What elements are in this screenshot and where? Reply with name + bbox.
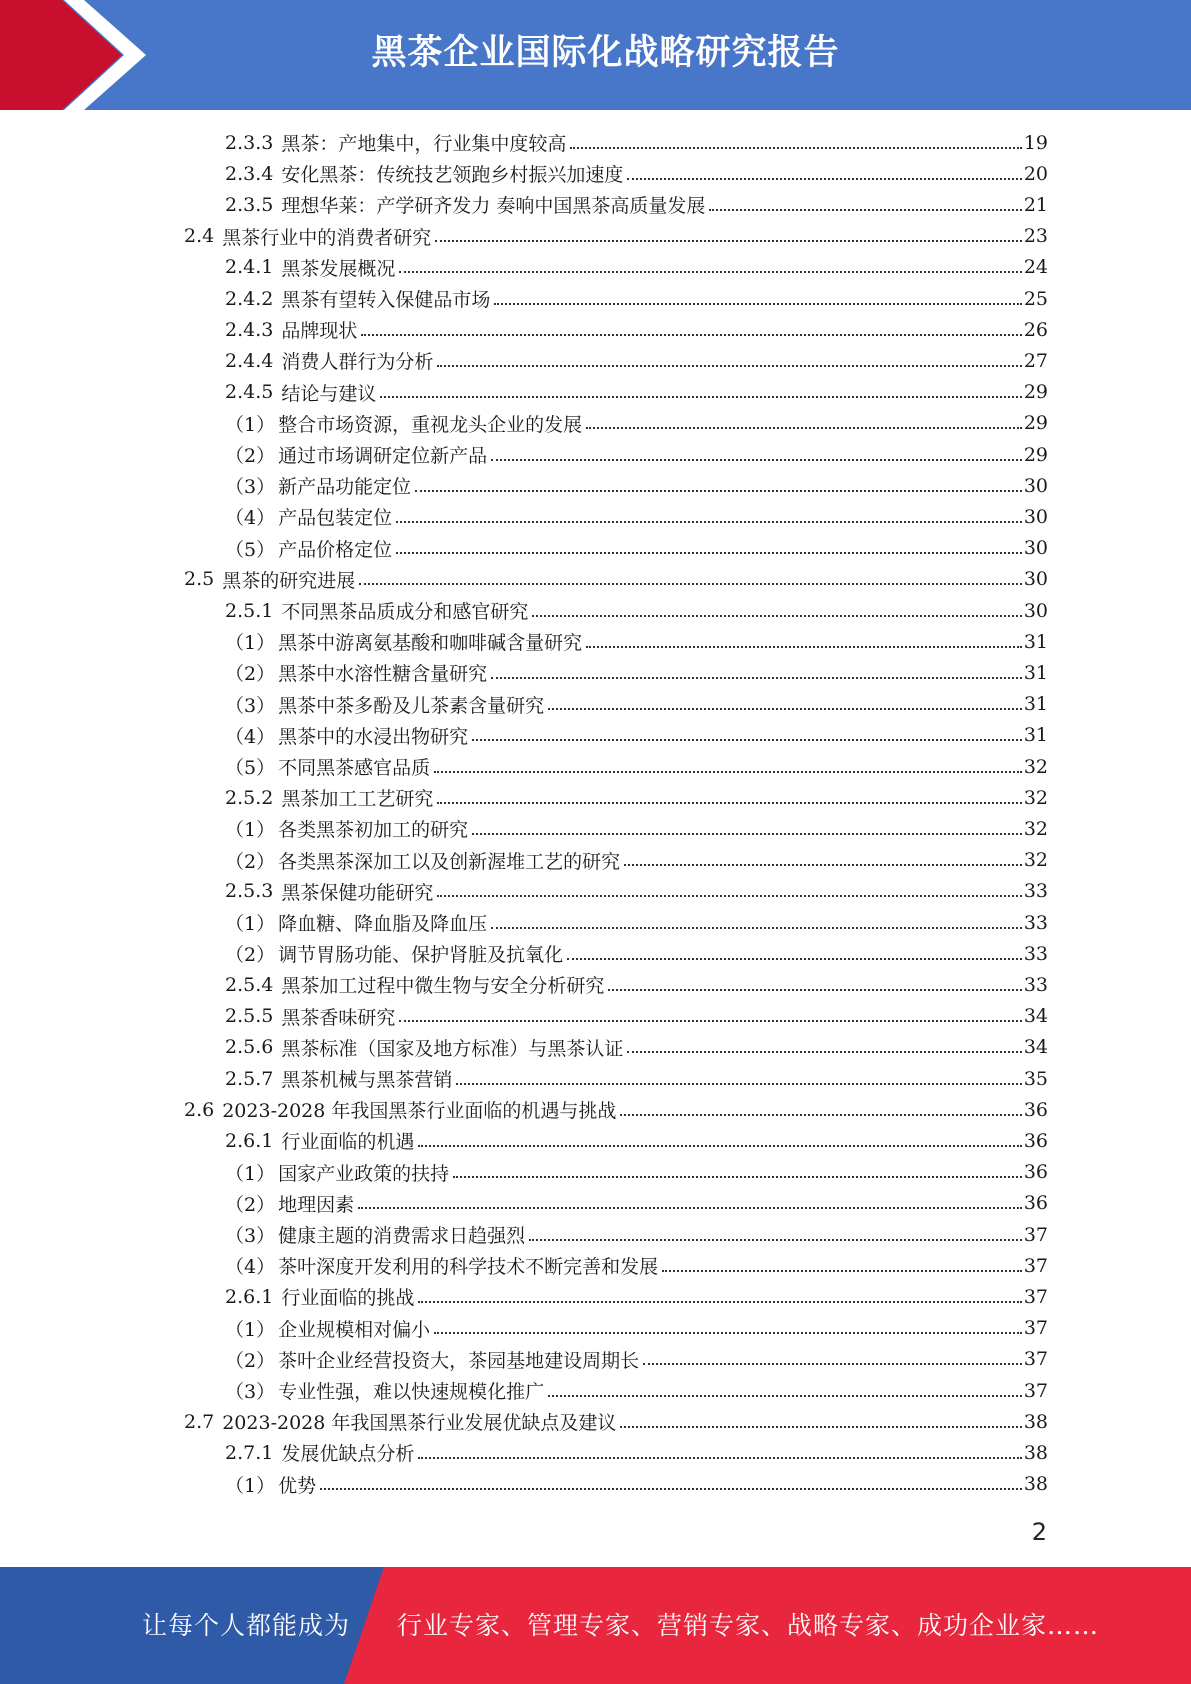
toc-dot-leader [380, 396, 1021, 398]
toc-entry[interactable] [225, 938, 1048, 969]
toc-entry-title: 黑茶的研究进展 [222, 569, 356, 592]
toc-entry-number: 2.5.5 [225, 1005, 274, 1028]
toc-entry-number: 2.4.1 [225, 256, 274, 279]
toc-entry-title: 2023-2028 年我国黑茶行业面临的机遇与挑战 [222, 1100, 617, 1123]
toc-entry-title: 黑茶中的水浸出物研究 [278, 725, 469, 748]
toc-dot-leader [620, 1114, 1021, 1116]
toc-entry-title: 黑茶：产地集中，行业集中度较高 [281, 133, 567, 156]
toc-entry-title: 不同黑茶品质成分和感官研究 [281, 601, 529, 624]
toc-dot-leader [529, 1239, 1022, 1241]
toc-dot-leader [472, 739, 1022, 741]
toc-entry[interactable] [225, 158, 1048, 189]
toc-entry-title: 降血糖、降血脂及降血压 [278, 913, 488, 936]
toc-entry-page: 33 [1023, 973, 1048, 996]
toc-dot-leader [548, 708, 1022, 710]
toc-entry-title: 行业面临的机遇 [281, 1131, 415, 1154]
toc-dot-leader [624, 864, 1022, 866]
toc-entry-number: （2） [225, 944, 276, 967]
toc-dot-leader [643, 1363, 1022, 1365]
toc-entry-number: 2.6.1 [225, 1285, 274, 1308]
toc-dot-leader [494, 303, 1021, 305]
toc-entry-page: 20 [1023, 162, 1048, 185]
toc-dot-leader [437, 365, 1021, 367]
toc-entry[interactable] [225, 345, 1048, 376]
toc-dot-leader [548, 1395, 1022, 1397]
toc-entry-page: 27 [1023, 349, 1048, 372]
toc-entry[interactable] [225, 470, 1048, 501]
toc-entry-number: 2.3.5 [225, 193, 274, 216]
toc-entry-title: 新产品功能定位 [278, 476, 412, 499]
toc-entry-title: 国家产业政策的扶持 [278, 1162, 450, 1185]
toc-dot-leader [627, 178, 1021, 180]
toc-entry-number: （2） [225, 1349, 276, 1372]
toc-entry[interactable] [225, 876, 1048, 907]
toc-entry-page: 24 [1023, 256, 1048, 279]
toc-dot-leader [620, 1426, 1021, 1428]
toc-entry[interactable] [225, 127, 1048, 158]
toc-entry-number: （1） [225, 1162, 276, 1185]
toc-entry-page: 36 [1023, 1098, 1048, 1121]
toc-entry[interactable] [225, 1469, 1048, 1500]
toc-dot-leader [453, 1176, 1022, 1178]
toc-entry[interactable] [225, 283, 1048, 314]
footer-slogan-left: 让每个人都能成为 [142, 1611, 351, 1640]
toc-entry[interactable] [225, 1437, 1048, 1468]
toc-entry-title: 理想华莱：产学研齐发力 奏响中国黑茶高质量发展 [281, 195, 706, 218]
toc-entry-title: 茶叶深度开发利用的科学技术不断完善和发展 [278, 1256, 659, 1279]
toc-entry-page: 31 [1023, 724, 1048, 747]
toc-entry-page: 29 [1023, 381, 1048, 404]
toc-entry-number: （1） [225, 819, 276, 842]
toc-dot-leader [627, 1051, 1021, 1053]
toc-entry-page: 30 [1023, 505, 1048, 528]
report-title: 黑茶企业国际化战略研究报告 [371, 33, 840, 73]
toc-entry-title: 黑茶中茶多酚及儿茶素含量研究 [278, 694, 545, 717]
toc-entry-page: 32 [1023, 817, 1048, 840]
toc-entry[interactable] [225, 782, 1048, 813]
toc-entry-title: 黑茶行业中的消费者研究 [222, 226, 432, 249]
toc-dot-leader [491, 927, 1022, 929]
toc-entry-title: 不同黑茶感官品质 [278, 757, 431, 780]
toc-entry-number: （1） [225, 913, 276, 936]
toc-entry-page: 30 [1023, 599, 1048, 622]
toc-entry-page: 36 [1023, 1192, 1048, 1215]
toc-entry-page: 37 [1023, 1285, 1048, 1308]
toc-entry-number: （2） [225, 663, 276, 686]
toc-entry-number: 2.3.3 [225, 131, 274, 154]
toc-entry-page: 37 [1023, 1254, 1048, 1277]
toc-entry[interactable] [225, 1344, 1048, 1375]
toc-entry-page: 37 [1023, 1348, 1048, 1371]
toc-entry-number: 2.4.3 [225, 318, 274, 341]
toc-entry[interactable] [225, 377, 1048, 408]
toc-entry-page: 32 [1023, 755, 1048, 778]
toc-dot-leader [437, 895, 1021, 897]
toc-entry-number: （5） [225, 757, 276, 780]
toc-dot-leader [358, 1207, 1022, 1209]
toc-entry-title: 调节胃肠功能、保护肾脏及抗氧化 [278, 944, 564, 967]
toc-entry-number: 2.5.1 [225, 599, 274, 622]
toc-entry-number: （2） [225, 1193, 276, 1216]
footer-slogan-right: 行业专家、管理专家、营销专家、战略专家、成功企业家…… [397, 1611, 1100, 1640]
toc-dot-leader [434, 1332, 1022, 1334]
toc-entry-title: 黑茶机械与黑茶营销 [281, 1069, 453, 1092]
toc-entry[interactable] [225, 845, 1048, 876]
toc-dot-leader [570, 147, 1021, 149]
toc-entry-title: 消费人群行为分析 [281, 351, 434, 374]
toc-entry-number: 2.5.6 [225, 1036, 274, 1059]
toc-entry-title: 黑茶香味研究 [281, 1006, 396, 1029]
toc-entry-number: （1） [225, 632, 276, 655]
toc-entry[interactable] [184, 221, 1048, 252]
toc-entry-number: （4） [225, 725, 276, 748]
toc-entry-page: 33 [1023, 942, 1048, 965]
toc-entry[interactable] [184, 564, 1048, 595]
page-footer [0, 1567, 1191, 1684]
toc-dot-leader [320, 1488, 1022, 1490]
toc-entry[interactable] [225, 1001, 1048, 1032]
toc-entry-number: 2.4 [184, 225, 215, 248]
toc-entry-page: 30 [1023, 474, 1048, 497]
toc-entry[interactable] [225, 252, 1048, 283]
toc-entry-title: 黑茶发展概况 [281, 257, 396, 280]
toc-entry[interactable] [225, 314, 1048, 345]
toc-entry-title: 各类黑茶深加工以及创新渥堆工艺的研究 [278, 850, 621, 873]
toc-entry[interactable] [184, 1406, 1048, 1437]
toc-dot-leader [491, 459, 1022, 461]
toc-dot-leader [415, 490, 1022, 492]
toc-entry[interactable] [225, 408, 1048, 439]
toc-entry[interactable] [225, 533, 1048, 564]
toc-entry-number: 2.5.2 [225, 786, 274, 809]
toc-entry-page: 38 [1023, 1441, 1048, 1464]
toc-entry[interactable] [225, 626, 1048, 657]
toc-entry-page: 34 [1023, 1036, 1048, 1059]
toc-entry-page: 19 [1023, 131, 1048, 154]
toc-dot-leader [361, 334, 1021, 336]
toc-entry[interactable] [225, 439, 1048, 470]
toc-entry-number: （1） [225, 1318, 276, 1341]
toc-entry-page: 37 [1023, 1223, 1048, 1246]
toc-entry-title: 企业规模相对偏小 [278, 1318, 431, 1341]
toc-entry-number: 2.4.2 [225, 287, 274, 310]
toc-entry-number: （3） [225, 476, 276, 499]
toc-entry-number: （3） [225, 694, 276, 717]
toc-entry[interactable] [225, 1250, 1048, 1281]
toc-entry-title: 黑茶加工过程中微生物与安全分析研究 [281, 975, 605, 998]
toc-entry-title: 黑茶加工工艺研究 [281, 788, 434, 811]
toc-entry-title: 黑茶有望转入保健品市场 [281, 289, 491, 312]
toc-entry-page: 31 [1023, 693, 1048, 716]
toc-entry-page: 23 [1023, 225, 1048, 248]
toc-entry[interactable] [225, 1313, 1048, 1344]
toc-entry-number: 2.4.4 [225, 349, 274, 372]
toc-entry-page: 29 [1023, 443, 1048, 466]
toc-entry-page: 34 [1023, 1005, 1048, 1028]
toc-entry-page: 33 [1023, 880, 1048, 903]
toc-entry-title: 整合市场资源，重视龙头企业的发展 [278, 413, 583, 436]
toc-entry-title: 各类黑茶初加工的研究 [278, 819, 469, 842]
toc-entry[interactable] [225, 689, 1048, 720]
toc-entry-title: 品牌现状 [281, 320, 358, 343]
toc-entry-number: 2.6.1 [225, 1129, 274, 1152]
toc-entry-title: 安化黑茶：传统技艺领跑乡村振兴加速度 [281, 164, 624, 187]
toc-dot-leader [567, 958, 1022, 960]
toc-dot-leader [586, 646, 1022, 648]
toc-entry-number: 2.3.4 [225, 162, 274, 185]
toc-entry-number: （5） [225, 538, 276, 561]
toc-entry[interactable] [225, 501, 1048, 532]
toc-entry-number: 2.6 [184, 1098, 215, 1121]
toc-entry-page: 30 [1023, 537, 1048, 560]
toc-entry-title: 黑茶中游离氨基酸和咖啡碱含量研究 [278, 632, 583, 655]
toc-entry-title: 茶叶企业经营投资大，茶园基地建设周期长 [278, 1349, 640, 1372]
toc-entry-title: 优势 [278, 1474, 317, 1497]
toc-dot-leader [472, 833, 1022, 835]
toc-entry-title: 产品价格定位 [278, 538, 393, 561]
toc-dot-leader [399, 1020, 1021, 1022]
toc-entry[interactable] [225, 1219, 1048, 1250]
toc-dot-leader [399, 271, 1021, 273]
toc-entry-number: （2） [225, 850, 276, 873]
toc-entry-number: （1） [225, 1474, 276, 1497]
toc-entry[interactable] [225, 720, 1048, 751]
toc-entry[interactable] [225, 1281, 1048, 1312]
toc-entry-page: 25 [1023, 287, 1048, 310]
toc-entry-title: 地理因素 [278, 1193, 355, 1216]
toc-entry-page: 31 [1023, 661, 1048, 684]
toc-dot-leader [586, 427, 1022, 429]
toc-entry-page: 36 [1023, 1129, 1048, 1152]
toc-entry[interactable] [225, 1188, 1048, 1219]
toc-entry-title: 行业面临的挑战 [281, 1287, 415, 1310]
toc-dot-leader [456, 1083, 1021, 1085]
toc-entry-title: 通过市场调研定位新产品 [278, 445, 488, 468]
toc-dot-leader [608, 989, 1021, 991]
toc-entry-title: 结论与建议 [281, 382, 377, 405]
toc-entry-page: 31 [1023, 630, 1048, 653]
toc-entry-page: 32 [1023, 786, 1048, 809]
toc-entry-number: （3） [225, 1381, 276, 1404]
toc-entry-page: 37 [1023, 1317, 1048, 1340]
toc-entry[interactable] [225, 1032, 1048, 1063]
toc-entry-number: 2.5.4 [225, 973, 274, 996]
toc-dot-leader [359, 583, 1022, 585]
toc-entry-title: 黑茶标准（国家及地方标准）与黑茶认证 [281, 1037, 624, 1060]
toc-entry[interactable] [184, 1094, 1048, 1125]
toc-dot-leader [491, 677, 1022, 679]
toc-entry[interactable] [225, 969, 1048, 1000]
toc-entry-title: 产品包装定位 [278, 507, 393, 530]
toc-entry-number: （2） [225, 445, 276, 468]
toc-entry-number: （1） [225, 413, 276, 436]
toc-dot-leader [396, 521, 1022, 523]
toc-entry-number: 2.5.3 [225, 880, 274, 903]
toc-entry-title: 专业性强，难以快速规模化推广 [278, 1381, 545, 1404]
toc-entry[interactable] [225, 657, 1048, 688]
toc-entry-page: 37 [1023, 1379, 1048, 1402]
toc-entry-title: 黑茶中水溶性糖含量研究 [278, 663, 488, 686]
toc-dot-leader [662, 1270, 1022, 1272]
toc-dot-leader [435, 240, 1022, 242]
toc-entry-page: 30 [1023, 568, 1048, 591]
toc-entry[interactable] [225, 1063, 1048, 1094]
toc-entry-page: 26 [1023, 318, 1048, 341]
toc-entry[interactable] [225, 1375, 1048, 1406]
toc-entry-number: （3） [225, 1225, 276, 1248]
toc-entry-page: 38 [1023, 1473, 1048, 1496]
toc-entry[interactable] [225, 1157, 1048, 1188]
toc-dot-leader [418, 1457, 1021, 1459]
toc-entry[interactable] [225, 189, 1048, 220]
toc-entry-number: 2.7.1 [225, 1441, 274, 1464]
toc-dot-leader [396, 552, 1022, 554]
toc-entry-title: 发展优缺点分析 [281, 1443, 415, 1466]
toc-entry-number: （4） [225, 1256, 276, 1279]
toc-entry[interactable] [225, 907, 1048, 938]
toc-entry-page: 36 [1023, 1161, 1048, 1184]
page-header [0, 0, 1191, 110]
toc-entry[interactable] [225, 595, 1048, 626]
toc-dot-leader [434, 771, 1022, 773]
toc-entry-page: 38 [1023, 1410, 1048, 1433]
page-number: 2 [1031, 1518, 1047, 1546]
toc-entry[interactable] [225, 813, 1048, 844]
toc-entry-page: 35 [1023, 1067, 1048, 1090]
toc-entry-title: 健康主题的消费需求日趋强烈 [278, 1225, 526, 1248]
toc-dot-leader [709, 209, 1021, 211]
toc-entry[interactable] [225, 751, 1048, 782]
toc-entry-number: 2.4.5 [225, 381, 274, 404]
toc-entry-number: （4） [225, 507, 276, 530]
toc-entry-page: 33 [1023, 911, 1048, 934]
toc-entry-title: 黑茶保健功能研究 [281, 881, 434, 904]
toc-dot-leader [437, 802, 1021, 804]
toc-entry-title: 2023-2028 年我国黑茶行业发展优缺点及建议 [222, 1412, 617, 1435]
toc-entry[interactable] [225, 1125, 1048, 1156]
toc-entry-number: 2.5 [184, 568, 215, 591]
toc-entry-page: 32 [1023, 849, 1048, 872]
toc-dot-leader [418, 1301, 1021, 1303]
toc-entry-number: 2.7 [184, 1410, 215, 1433]
toc-dot-leader [418, 1145, 1021, 1147]
toc-entry-number: 2.5.7 [225, 1067, 274, 1090]
toc-entry-page: 29 [1023, 412, 1048, 435]
toc-dot-leader [532, 615, 1021, 617]
toc-entry-page: 21 [1023, 193, 1048, 216]
